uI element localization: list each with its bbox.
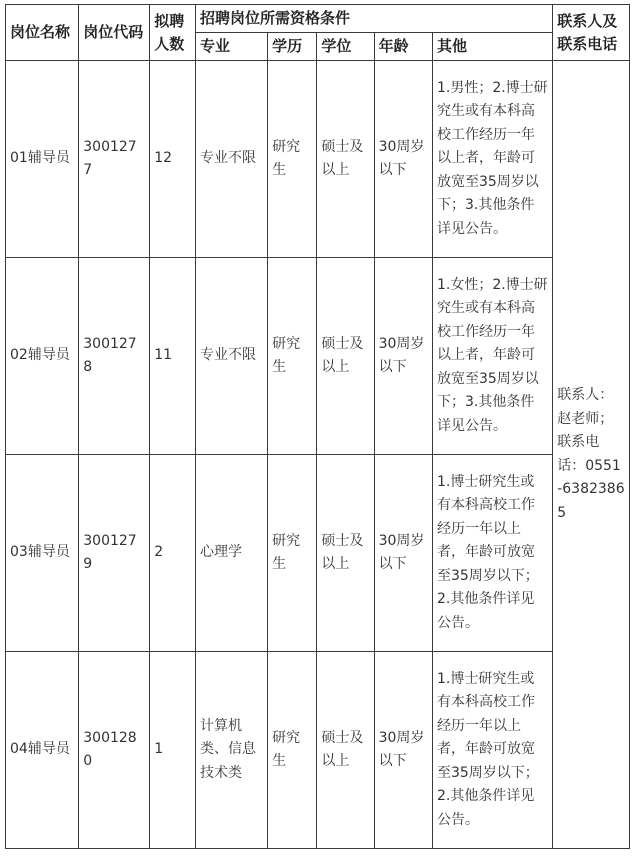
cell-count: 1: [150, 652, 196, 849]
cell-degree: 硕士及以上: [317, 61, 374, 258]
cell-age: 30周岁以下: [374, 652, 432, 849]
header-post-name: 岗位名称: [6, 5, 79, 61]
table-row: [6, 61, 630, 258]
cell-education: 研究生: [268, 258, 317, 455]
cell-count: 2: [150, 455, 196, 652]
cell-education: 研究生: [268, 652, 317, 849]
cell-other: 1.男性；2.博士研究生或有本科高校工作经历一年以上者，年龄可放宽至35周岁以下；3.其他条件详见公告。: [432, 61, 552, 258]
cell-degree: 硕士及以上: [317, 652, 374, 849]
cell-post-code: 3001277: [79, 61, 150, 258]
cell-major: 专业不限: [196, 61, 268, 258]
header-other: 其他: [432, 33, 552, 61]
cell-major: 计算机类、信息技术类: [196, 652, 268, 849]
header-planned-count: 拟聘人数: [150, 5, 196, 61]
cell-degree: 硕士及以上: [317, 455, 374, 652]
header-contact: 联系人及联系电话: [553, 5, 630, 61]
cell-count: 11: [150, 258, 196, 455]
cell-age: 30周岁以下: [374, 258, 432, 455]
cell-degree: 硕士及以上: [317, 258, 374, 455]
cell-other: 1.博士研究生或有本科高校工作经历一年以上者，年龄可放宽至35周岁以下；2.其他条件详见公告。: [432, 455, 552, 652]
cell-post-name: 01辅导员: [6, 61, 79, 258]
cell-age: 30周岁以下: [374, 455, 432, 652]
cell-contact: 联系人：赵老师；联系电话：0551-63823865: [553, 61, 630, 849]
header-row-group: [6, 5, 630, 33]
cell-count: 12: [150, 61, 196, 258]
table-row: [6, 652, 630, 849]
cell-post-name: 03辅导员: [6, 455, 79, 652]
header-degree: 学位: [317, 33, 374, 61]
cell-post-name: 02辅导员: [6, 258, 79, 455]
cell-other: 1.博士研究生或有本科高校工作经历一年以上者，年龄可放宽至35周岁以下；2.其他条件详见公告。: [432, 652, 552, 849]
cell-major: 专业不限: [196, 258, 268, 455]
header-age: 年龄: [374, 33, 432, 61]
header-post-code: 岗位代码: [79, 5, 150, 61]
cell-major: 心理学: [196, 455, 268, 652]
table-row: [6, 258, 630, 455]
cell-other: 1.女性；2.博士研究生或有本科高校工作经历一年以上者，年龄可放宽至35周岁以下；3.其他条件详见公告。: [432, 258, 552, 455]
cell-post-code: 3001278: [79, 258, 150, 455]
header-major: 专业: [196, 33, 268, 61]
header-qualifications: 招聘岗位所需资格条件: [196, 5, 553, 33]
cell-post-name: 04辅导员: [6, 652, 79, 849]
table-row: [6, 455, 630, 652]
cell-post-code: 3001279: [79, 455, 150, 652]
cell-education: 研究生: [268, 61, 317, 258]
cell-post-code: 3001280: [79, 652, 150, 849]
header-education: 学历: [268, 33, 317, 61]
cell-education: 研究生: [268, 455, 317, 652]
recruitment-table: [5, 4, 630, 849]
cell-age: 30周岁以下: [374, 61, 432, 258]
